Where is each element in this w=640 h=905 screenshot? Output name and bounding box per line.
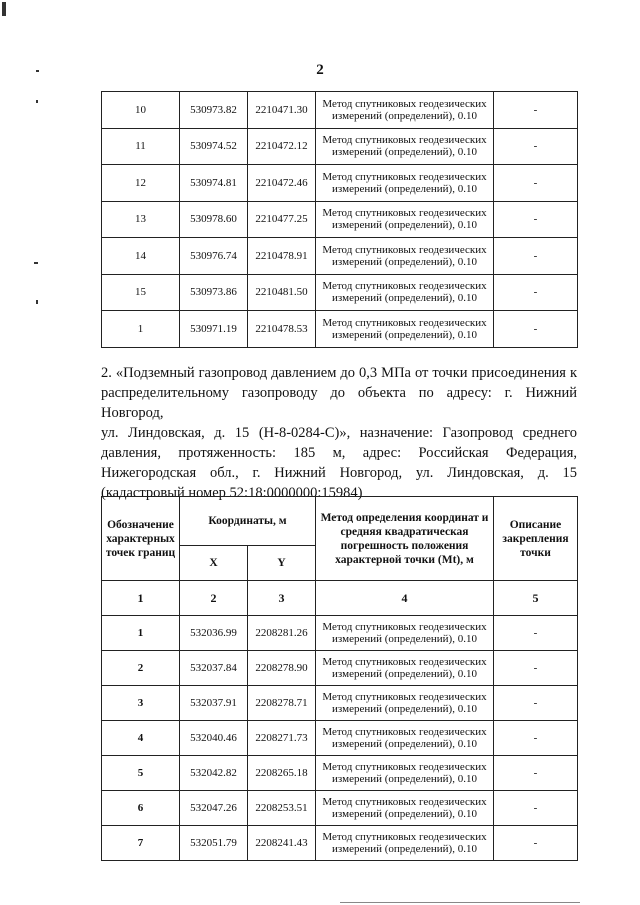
- description-cell: -: [494, 92, 578, 129]
- header-method: Метод определения координат и средняя квадратическая погрешность положения характерной точки (Мt), м: [316, 497, 494, 581]
- page-number: 2: [316, 62, 324, 78]
- column-index-cell: 1: [102, 581, 180, 616]
- column-index-cell: 5: [494, 581, 578, 616]
- x-coordinate-cell: 532037.84: [180, 651, 248, 686]
- method-cell: Метод спутниковых геодезических измерений (определений), 0.10: [316, 651, 494, 686]
- header-y: Y: [248, 546, 316, 581]
- description-cell: -: [494, 826, 578, 861]
- x-coordinate-cell: 530971.19: [180, 311, 248, 348]
- description-cell: -: [494, 686, 578, 721]
- table-row: [102, 128, 578, 165]
- y-coordinate-cell: 2210472.46: [248, 165, 316, 202]
- y-coordinate-cell: 2208253.51: [248, 791, 316, 826]
- column-index-row: [102, 581, 578, 616]
- description-cell: -: [494, 651, 578, 686]
- y-coordinate-cell: 2210481.50: [248, 274, 316, 311]
- method-cell: Метод спутниковых геодезических измерений (определений), 0.10: [316, 201, 494, 238]
- method-cell: Метод спутниковых геодезических измерений (определений), 0.10: [316, 826, 494, 861]
- x-coordinate-cell: 532051.79: [180, 826, 248, 861]
- description-cell: -: [494, 791, 578, 826]
- paragraph-line: ул. Линдовская, д. 15 (Н-8-0284-С)», назначение: Газопровод среднего: [101, 425, 577, 441]
- x-coordinate-cell: 532040.46: [180, 721, 248, 756]
- method-cell: Метод спутниковых геодезических измерений (определений), 0.10: [316, 616, 494, 651]
- table-row: [102, 311, 578, 348]
- table-row: [102, 92, 578, 129]
- y-coordinate-cell: 2208278.71: [248, 686, 316, 721]
- method-cell: Метод спутниковых геодезических измерений (определений), 0.10: [316, 311, 494, 348]
- table-row: [102, 756, 578, 791]
- x-coordinate-cell: 530973.86: [180, 274, 248, 311]
- x-coordinate-cell: 532047.26: [180, 791, 248, 826]
- paragraph-line: 2. «Подземный газопровод давлением до 0,3 МПа от точки присоединения к: [101, 365, 577, 381]
- x-coordinate-cell: 532042.82: [180, 756, 248, 791]
- y-coordinate-cell: 2208241.43: [248, 826, 316, 861]
- table-row: [102, 165, 578, 202]
- coordinates-table-1: [101, 91, 578, 348]
- point-cell: 12: [102, 165, 180, 202]
- column-index-cell: 2: [180, 581, 248, 616]
- table-row: [102, 826, 578, 861]
- point-cell: 5: [102, 756, 180, 791]
- x-coordinate-cell: 530973.82: [180, 92, 248, 129]
- description-cell: -: [494, 165, 578, 202]
- y-coordinate-cell: 2210478.53: [248, 311, 316, 348]
- point-cell: 1: [102, 311, 180, 348]
- description-cell: -: [494, 616, 578, 651]
- paragraph-line: Нижегородская обл., г. Нижний Новгород, ул. Линдовская, д. 15: [101, 465, 577, 481]
- description-cell: -: [494, 274, 578, 311]
- paragraph-line: давления, протяженность: 185 м, адрес: Российская Федерация,: [101, 445, 577, 461]
- y-coordinate-cell: 2210478.91: [248, 238, 316, 275]
- table-row: [102, 616, 578, 651]
- y-coordinate-cell: 2208271.73: [248, 721, 316, 756]
- method-cell: Метод спутниковых геодезических измерений (определений), 0.10: [316, 756, 494, 791]
- column-index-cell: 4: [316, 581, 494, 616]
- x-coordinate-cell: 530976.74: [180, 238, 248, 275]
- y-coordinate-cell: 2210471.30: [248, 92, 316, 129]
- coordinates-table-2: [101, 496, 578, 861]
- x-coordinate-cell: 530974.81: [180, 165, 248, 202]
- y-coordinate-cell: 2208265.18: [248, 756, 316, 791]
- method-cell: Метод спутниковых геодезических измерений (определений), 0.10: [316, 128, 494, 165]
- method-cell: Метод спутниковых геодезических измерений (определений), 0.10: [316, 238, 494, 275]
- scan-dot-mark: [34, 262, 38, 264]
- table-row: [102, 791, 578, 826]
- point-cell: 7: [102, 826, 180, 861]
- table-row: [102, 686, 578, 721]
- method-cell: Метод спутниковых геодезических измерений (определений), 0.10: [316, 92, 494, 129]
- x-coordinate-cell: 532036.99: [180, 616, 248, 651]
- point-cell: 2: [102, 651, 180, 686]
- description-cell: -: [494, 128, 578, 165]
- x-coordinate-cell: 530974.52: [180, 128, 248, 165]
- y-coordinate-cell: 2210477.25: [248, 201, 316, 238]
- y-coordinate-cell: 2208281.26: [248, 616, 316, 651]
- method-cell: Метод спутниковых геодезических измерений (определений), 0.10: [316, 791, 494, 826]
- x-coordinate-cell: 532037.91: [180, 686, 248, 721]
- footer-divider: [340, 902, 580, 903]
- table-row: [102, 721, 578, 756]
- method-cell: Метод спутниковых геодезических измерений (определений), 0.10: [316, 274, 494, 311]
- description-cell: -: [494, 201, 578, 238]
- header-x: X: [180, 546, 248, 581]
- table-row: [102, 651, 578, 686]
- point-cell: 15: [102, 274, 180, 311]
- point-cell: 14: [102, 238, 180, 275]
- scan-corner-mark: [2, 2, 6, 16]
- method-cell: Метод спутниковых геодезических измерений (определений), 0.10: [316, 721, 494, 756]
- point-cell: 13: [102, 201, 180, 238]
- point-cell: 10: [102, 92, 180, 129]
- paragraph-line: распределительному газопроводу до объекта по адресу: г. Нижний Новгород,: [101, 385, 577, 421]
- x-coordinate-cell: 530978.60: [180, 201, 248, 238]
- column-index-cell: 3: [248, 581, 316, 616]
- y-coordinate-cell: 2210472.12: [248, 128, 316, 165]
- scan-dot-mark: [36, 100, 38, 103]
- table-row: [102, 201, 578, 238]
- table-row: [102, 274, 578, 311]
- point-cell: 6: [102, 791, 180, 826]
- table-row: [102, 238, 578, 275]
- scan-dot-mark: [36, 300, 38, 304]
- description-cell: -: [494, 311, 578, 348]
- description-cell: -: [494, 756, 578, 791]
- header-point: Обозначение характерных точек границ: [102, 497, 180, 581]
- point-cell: 4: [102, 721, 180, 756]
- method-cell: Метод спутниковых геодезических измерений (определений), 0.10: [316, 686, 494, 721]
- description-cell: -: [494, 721, 578, 756]
- header-description: Описание закрепления точки: [494, 497, 578, 581]
- point-cell: 1: [102, 616, 180, 651]
- point-cell: 11: [102, 128, 180, 165]
- method-cell: Метод спутниковых геодезических измерений (определений), 0.10: [316, 165, 494, 202]
- paragraph-line: (кадастровый номер 52:18:0000000:15984): [101, 485, 363, 501]
- description-cell: -: [494, 238, 578, 275]
- header-coordinates: Координаты, м: [180, 497, 316, 546]
- point-cell: 3: [102, 686, 180, 721]
- object-description-paragraph: [101, 363, 577, 503]
- y-coordinate-cell: 2208278.90: [248, 651, 316, 686]
